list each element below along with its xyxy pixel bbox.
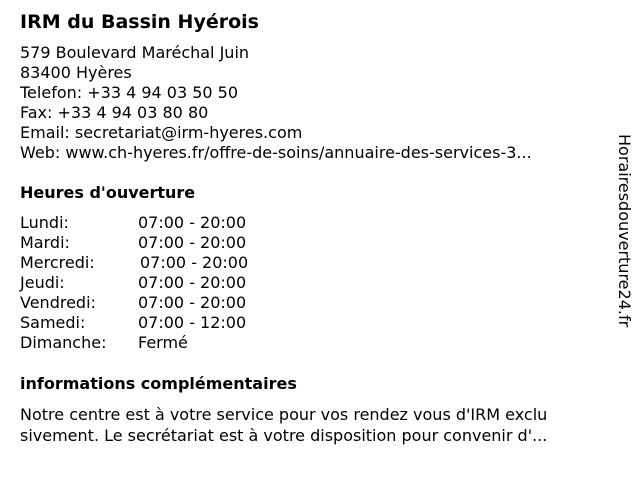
additional-info-heading: informations complémentaires bbox=[20, 374, 297, 393]
time-value: 07:00 - 20:00 bbox=[138, 213, 247, 232]
website-link[interactable]: Web: www.ch-hyeres.fr/offre-de-soins/annuaire-des-services-3... bbox=[20, 143, 532, 162]
hours-row-wednesday bbox=[20, 253, 320, 273]
day-label: Mercredi: bbox=[20, 253, 95, 272]
fax-number: Fax: +33 4 94 03 80 80 bbox=[20, 103, 209, 122]
hours-row-tuesday bbox=[20, 233, 320, 253]
time-value: 07:00 - 20:00 bbox=[138, 233, 247, 252]
site-watermark: Horairesdouverture24.fr bbox=[615, 134, 634, 328]
phone-number[interactable]: Telefon: +33 4 94 03 50 50 bbox=[20, 83, 239, 102]
opening-hours-table bbox=[20, 213, 320, 353]
info-line-1: Notre centre est à votre service pour vos rendez vous d'IRM exclu bbox=[20, 405, 548, 424]
day-label: Lundi: bbox=[20, 213, 69, 232]
time-value: 07:00 - 20:00 bbox=[140, 253, 249, 272]
additional-info-text bbox=[20, 404, 600, 446]
time-value: 07:00 - 20:00 bbox=[138, 273, 247, 292]
day-label: Dimanche: bbox=[20, 333, 107, 352]
address-block bbox=[20, 43, 532, 163]
day-label: Jeudi: bbox=[20, 273, 65, 292]
time-value: 07:00 - 20:00 bbox=[138, 293, 247, 312]
business-name: IRM du Bassin Hyérois bbox=[20, 11, 259, 33]
hours-row-saturday bbox=[20, 313, 320, 333]
day-label: Mardi: bbox=[20, 233, 70, 252]
hours-row-thursday bbox=[20, 273, 320, 293]
email-address[interactable]: Email: secretariat@irm-hyeres.com bbox=[20, 123, 303, 142]
time-value: Fermé bbox=[138, 333, 188, 352]
hours-row-monday bbox=[20, 213, 320, 233]
day-label: Samedi: bbox=[20, 313, 86, 332]
hours-row-friday bbox=[20, 293, 320, 313]
street-address: 579 Boulevard Maréchal Juin bbox=[20, 43, 250, 62]
info-line-2: sivement. Le secrétariat est à votre disposition pour convenir d'... bbox=[20, 426, 548, 445]
city-address: 83400 Hyères bbox=[20, 63, 132, 82]
day-label: Vendredi: bbox=[20, 293, 96, 312]
time-value: 07:00 - 12:00 bbox=[138, 313, 247, 332]
opening-hours-heading: Heures d'ouverture bbox=[20, 183, 196, 202]
hours-row-sunday bbox=[20, 333, 320, 353]
